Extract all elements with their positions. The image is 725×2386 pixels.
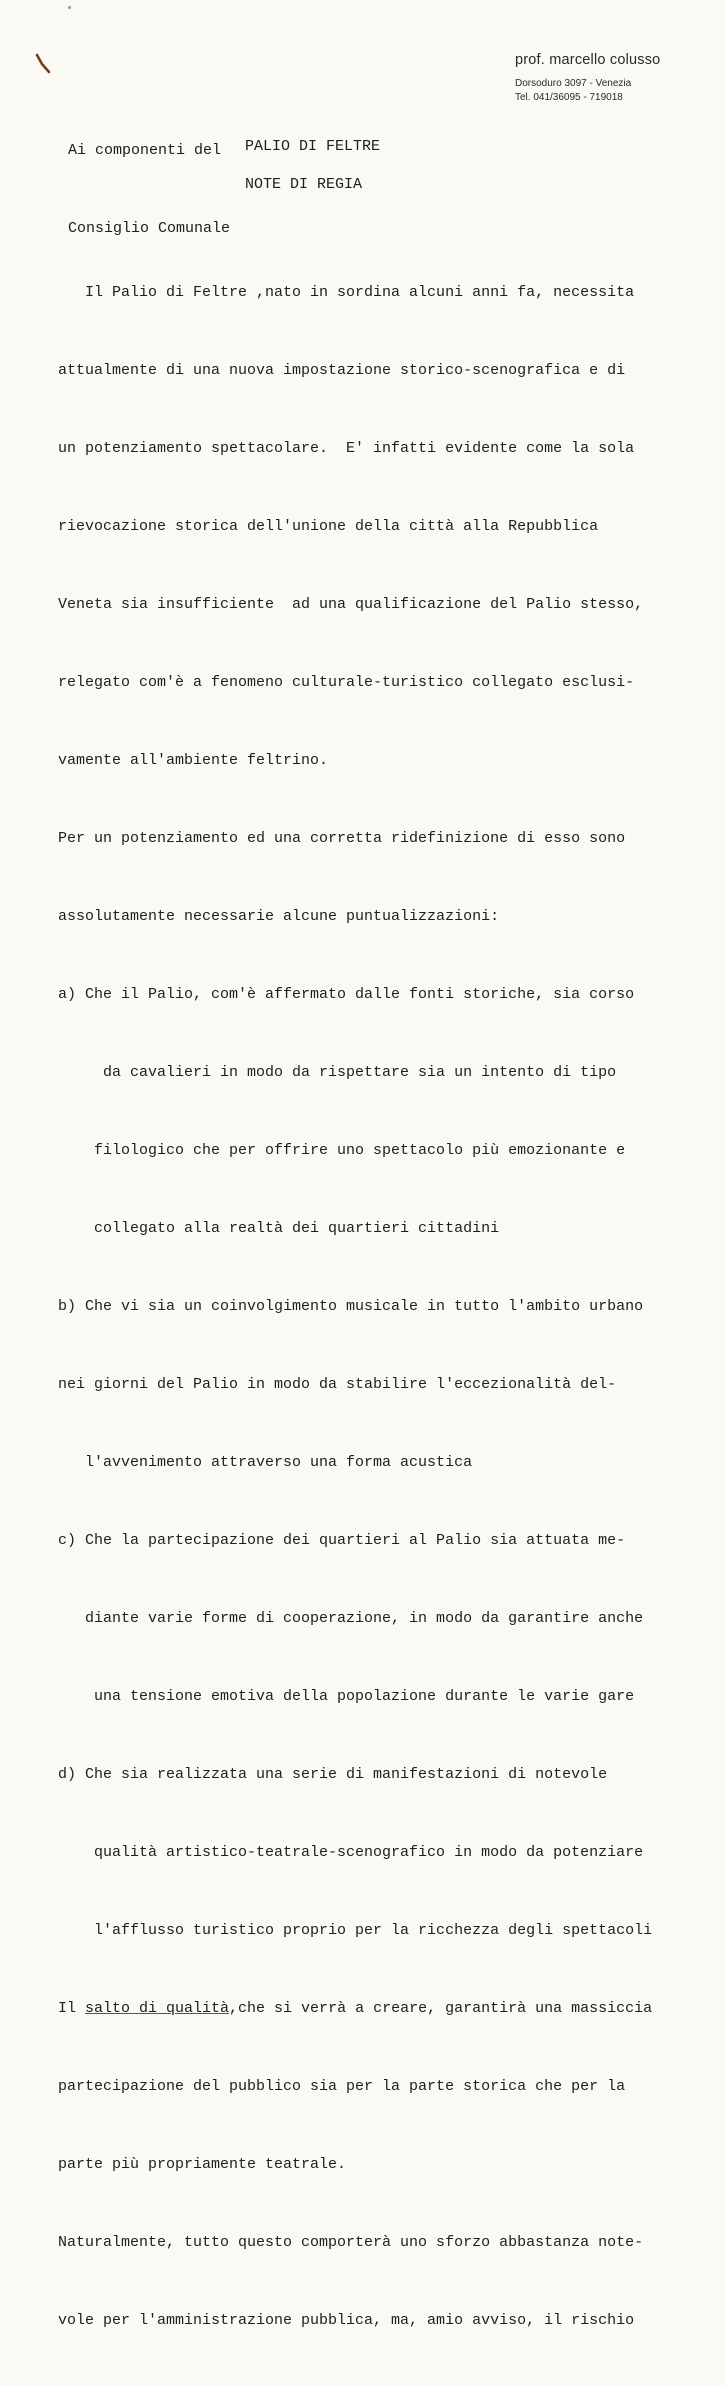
body-line: attualmente di una nuova impostazione storico-scenografica e di <box>58 362 626 379</box>
addressee-line: Ai componenti del <box>68 142 222 159</box>
body-line: rievocazione storica dell'unione della città alla Repubblica <box>58 518 599 535</box>
body-line: da cavalieri in modo da rispettare sia un intento di tipo <box>58 1064 617 1081</box>
body-line: vole per l'amministrazione pubblica, ma, amio avviso, il rischio <box>58 2312 635 2329</box>
list-item-d: d) Che sia realizzata una serie di manifestazioni di notevole <box>58 1766 608 1783</box>
body-text <box>58 228 652 2386</box>
list-item-c: c) Che la partecipazione dei quartieri al Palio sia attuata me- <box>58 1532 626 1549</box>
body-line: Il Palio di Feltre ,nato in sordina alcuni anni fa, necessita <box>58 284 635 301</box>
body-line: l'afflusso turistico proprio per la ricchezza degli spettacoli <box>58 1922 653 1939</box>
document-subtitle: NOTE DI REGIA <box>245 176 363 193</box>
body-line-salto <box>58 1996 652 2022</box>
body-line: Naturalmente, tutto questo comporterà uno sforzo abbastanza note- <box>58 2234 644 2251</box>
salto-pre: Il <box>58 2000 86 2017</box>
body-line: diante varie forme di cooperazione, in modo da garantire anche <box>58 1610 644 1627</box>
body-line: nei giorni del Palio in modo da stabilire l'eccezionalità del- <box>58 1376 617 1393</box>
letterhead-name: prof. marcello colusso <box>515 52 661 68</box>
list-item-b: b) Che vi sia un coinvolgimento musicale in tutto l'ambito urbano <box>58 1298 644 1315</box>
salto-underlined: salto di qualità <box>85 2000 230 2017</box>
document-title: PALIO DI FELTRE <box>245 138 381 155</box>
letterhead <box>515 52 720 105</box>
salto-post: ,che si verrà a creare, garantirà una massiccia <box>229 2000 653 2017</box>
body-line: una tensione emotiva della popolazione durante le varie gare <box>58 1688 635 1705</box>
paper-speck <box>68 6 71 9</box>
addressee-line: Consiglio Comunale <box>68 220 231 237</box>
list-item-a: a) Che il Palio, com'è affermato dalle fonti storiche, sia corso <box>58 986 635 1003</box>
body-line: collegato alla realtà dei quartieri cittadini <box>58 1220 500 1237</box>
body-line: qualità artistico-teatrale-scenografico in modo da potenziare <box>58 1844 644 1861</box>
body-line: assolutamente necessarie alcune puntualizzazioni: <box>58 908 500 925</box>
body-line: partecipazione del pubblico sia per la parte storica che per la <box>58 2078 626 2095</box>
letterhead-phone: Tel. 041/36095 - 719018 <box>515 92 623 103</box>
body-line: relegato com'è a fenomeno culturale-turistico collegato esclusi- <box>58 674 635 691</box>
body-line: Veneta sia insufficiente ad una qualificazione del Palio stesso, <box>58 596 644 613</box>
body-line: un potenziamento spettacolare. E' infatti evidente come la sola <box>58 440 635 457</box>
body-line: filologico che per offrire uno spettacolo più emozionante e <box>58 1142 626 1159</box>
body-line: l'avvenimento attraverso una forma acustica <box>58 1454 473 1471</box>
body-line: vamente all'ambiente feltrino. <box>58 752 329 769</box>
body-line: Per un potenziamento ed una corretta ridefinizione di esso sono <box>58 830 626 847</box>
body-line: parte più propriamente teatrale. <box>58 2156 347 2173</box>
pen-mark-icon <box>34 53 52 75</box>
letterhead-address: Dorsoduro 3097 - Venezia <box>515 78 632 89</box>
